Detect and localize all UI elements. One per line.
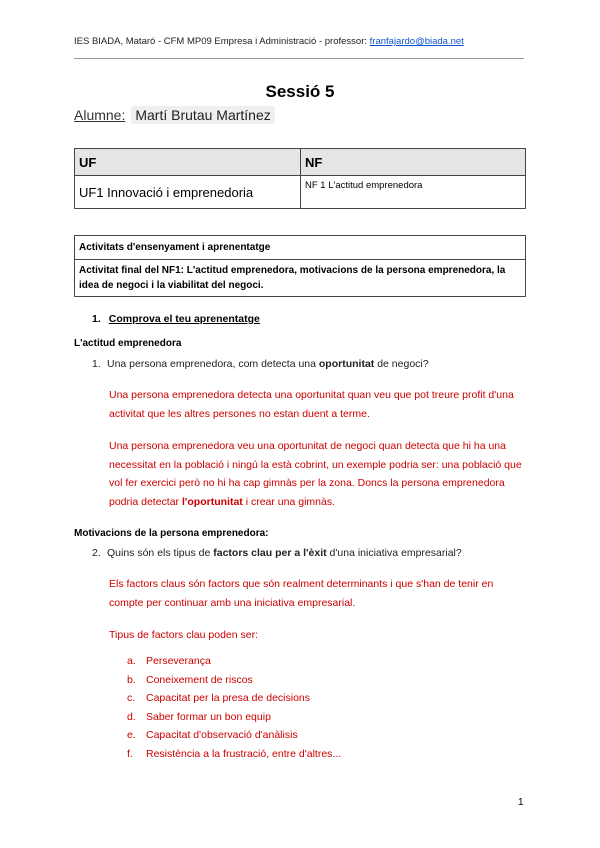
section-heading — [92, 313, 260, 325]
answer-1-paragraph-2 — [109, 437, 529, 511]
list-item-text: Coneixement de riscos — [146, 673, 253, 686]
student-name-field[interactable]: Martí Brutau Martínez — [131, 106, 274, 124]
student-label: Alumne: — [74, 107, 126, 123]
answer-1-paragraph-2-end: i crear una gimnàs. — [242, 495, 336, 508]
list-item-letter: e. — [127, 729, 136, 742]
list-item-letter: d. — [127, 710, 136, 723]
page-title: Sessió 5 — [265, 82, 335, 101]
list-item — [127, 726, 341, 745]
activity-table — [74, 235, 526, 297]
question-1-number: 1. — [92, 358, 101, 370]
uf-nf-table — [74, 148, 526, 209]
list-item — [127, 652, 341, 671]
question-1-text-end: de negoci? — [374, 358, 429, 370]
page-header — [74, 36, 464, 47]
list-item-text: Resistència a la frustració, entre d'altres... — [146, 747, 342, 760]
question-1 — [92, 358, 429, 370]
activity-table-title: Activitats d'ensenyament i aprenentatge — [75, 236, 526, 260]
subsection-heading-attitude: L'actitud emprenedora — [74, 338, 182, 349]
factors-list — [127, 652, 341, 764]
list-item-letter: b. — [127, 673, 136, 686]
question-2-number: 2. — [92, 547, 101, 559]
professor-email-link[interactable]: franfajardo@biada.net — [369, 36, 464, 47]
list-item — [127, 708, 341, 727]
list-item-text: Capacitat d'observació d'anàlisis — [146, 729, 298, 742]
section-number: 1. — [92, 313, 101, 325]
student-line — [74, 106, 275, 124]
list-item-text: Perseverança — [146, 655, 211, 667]
answer-1-bold: l'oportunitat — [181, 495, 243, 508]
list-item — [127, 689, 341, 708]
page-number: 1 — [518, 797, 524, 808]
answer-2-paragraph-2: Tipus de factors clau poden ser: — [109, 629, 259, 641]
question-2-text-start: Quins són els tipus de — [107, 547, 214, 559]
question-1-bold: oportunitat — [318, 358, 375, 370]
question-2-text-end: d'una iniciativa empresarial? — [326, 547, 462, 559]
list-item-letter: f. — [127, 747, 133, 760]
subsection-heading-motivations: Motivacions de la persona emprenedora: — [74, 528, 269, 539]
uf-table-header-row — [75, 149, 526, 176]
list-item-text: Saber formar un bon equip — [146, 710, 271, 723]
list-item — [127, 671, 341, 690]
answer-2-paragraph-1: Els factors claus són factors que són realment determinants i que s'han de tenir en compte per continuar amb una iniciativa empresarial. — [109, 578, 494, 609]
activity-description: Activitat final del NF1: L'actitud emprenedora, motivacions de la persona emprenedora, la idea de negoci i la viabilitat del negoci. — [75, 260, 526, 297]
nf-value: NF 1 L'actitud emprenedora — [301, 176, 526, 209]
header-text: IES BIADA, Mataró - CFM MP09 Empresa i Administració - professor: — [74, 36, 370, 47]
list-item-letter: a. — [127, 655, 136, 667]
section-title: Comprova el teu aprenentatge — [108, 313, 260, 325]
list-item-letter: c. — [127, 692, 136, 705]
uf-table-row — [75, 176, 526, 209]
uf-value: UF1 Innovació i emprenedoria — [75, 176, 301, 209]
answer-1-paragraph-1: Una persona emprenedora detecta una oportunitat quan veu que pot treure profit d'una activitat que les altres persones no estan duent a terme. — [109, 389, 514, 420]
header-divider — [74, 58, 524, 59]
question-2-bold: factors clau per a l'èxit — [213, 547, 327, 559]
nf-header: NF — [301, 149, 526, 176]
list-item-text: Capacitat per la presa de decisions — [146, 692, 311, 705]
list-item — [127, 745, 341, 764]
question-1-text-start: Una persona emprenedora, com detecta una — [107, 358, 319, 370]
uf-header: UF — [75, 149, 301, 176]
question-2 — [92, 547, 462, 559]
answer-1-paragraph-2-text: Una persona emprenedora veu una oportunitat de negoci quan detecta que hi ha una necessitat en la població i ningú la està cobrint, un exemple podria ser: una població que vol fer exercici però no hi ha cap gimnàs per la zona. Doncs la persona emprenedora podria detectar — [109, 440, 522, 508]
